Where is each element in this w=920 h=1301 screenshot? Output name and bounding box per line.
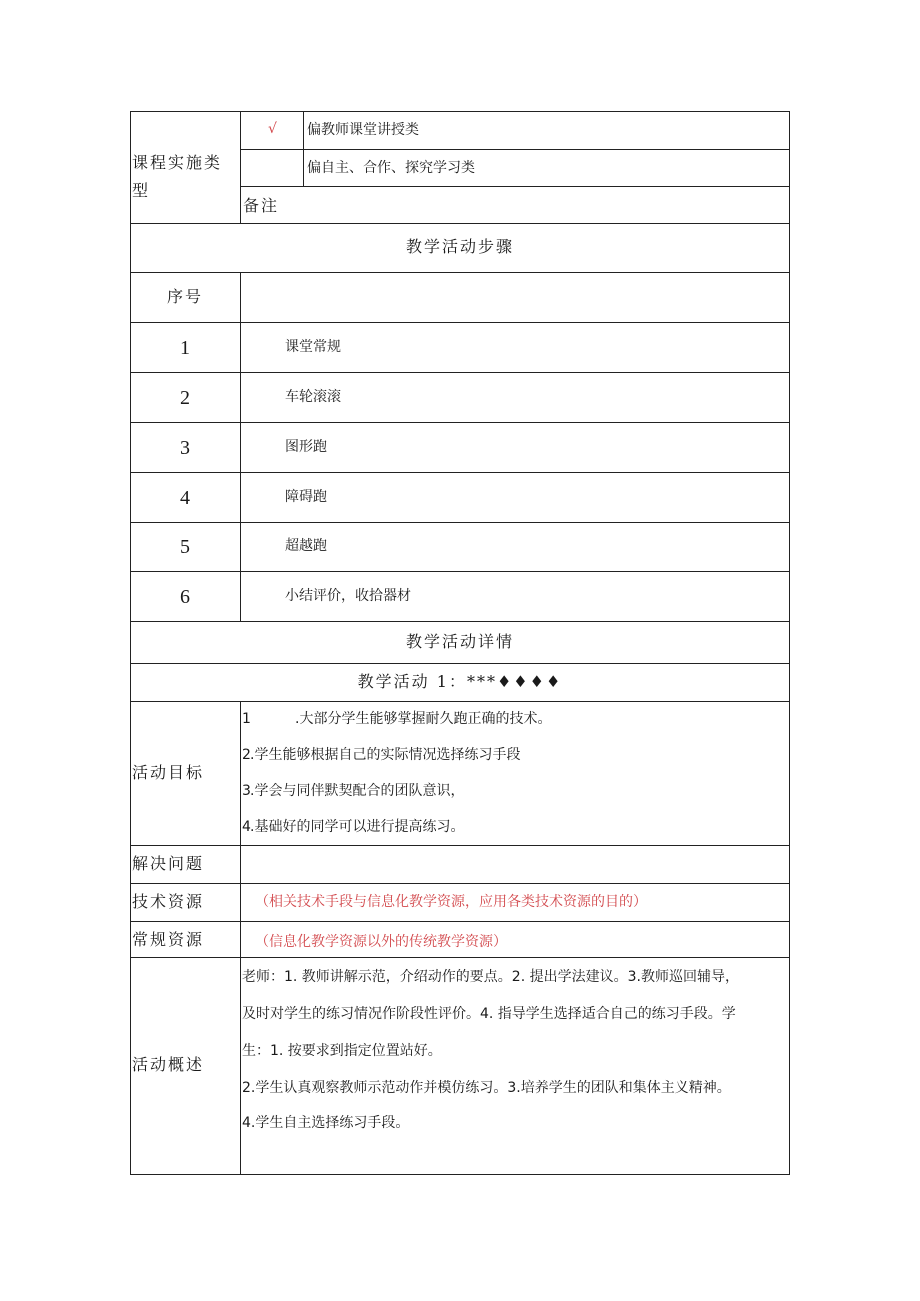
option-lecture: 偏教师课堂讲授类	[307, 122, 419, 138]
step-name: 图形跑	[285, 439, 327, 455]
column-line	[303, 111, 304, 186]
overview-line: 及时对学生的练习情况作阶段性评价。4. 指导学生选择适合自己的练习手段。学	[242, 1006, 736, 1022]
row-line	[130, 571, 790, 572]
objective-text: .学会与同伴默契配合的团队意识，	[250, 783, 465, 799]
step-number: 1	[180, 337, 190, 359]
activity-title: 教学活动 1：***♦♦♦♦	[357, 672, 563, 691]
regular-resources-hint: （信息化教学资源以外的传统教学资源）	[255, 934, 507, 950]
row-line	[240, 149, 790, 150]
tech-resources-label: 技术资源	[132, 892, 205, 911]
step-number: 2	[180, 387, 190, 409]
tech-resources-hint: （相关技术手段与信息化教学资源，应用各类技术资源的目的）	[255, 894, 647, 910]
overview-line: 2.学生认真观察教师示范动作并模仿练习。3.培养学生的团队和集体主义精神。	[242, 1080, 731, 1096]
row-line	[130, 883, 790, 884]
row-line	[130, 957, 790, 958]
step-name: 障碍跑	[285, 489, 327, 505]
overview-line: 生：1. 按要求到指定位置站好。	[242, 1043, 442, 1059]
index-header: 序号	[166, 287, 203, 306]
objective-number: 2	[242, 747, 251, 763]
row-line	[130, 372, 790, 373]
details-heading: 教学活动详情	[405, 632, 514, 651]
step-name: 超越跑	[285, 538, 327, 554]
objective-number: 4	[242, 819, 251, 835]
step-name: 小结评价，收拾器材	[285, 588, 411, 604]
check-mark: √	[268, 121, 277, 137]
step-name: 课堂常规	[285, 339, 341, 355]
step-number: 3	[180, 437, 190, 459]
row-line	[130, 422, 790, 423]
column-line	[240, 111, 241, 223]
problem-label: 解决问题	[132, 854, 205, 873]
remark-label: 备注	[243, 196, 280, 215]
column-line	[240, 701, 241, 1175]
step-number: 5	[180, 536, 190, 558]
overview-line: 4.学生自主选择练习手段。	[242, 1115, 410, 1131]
objective-text: .学生能够根据自己的实际情况选择练习手段	[250, 747, 521, 763]
objectives-label: 活动目标	[132, 763, 205, 782]
row-line	[130, 621, 790, 622]
row-line	[240, 186, 790, 187]
implementation-type-label: 课程实施类型	[132, 153, 223, 200]
row-line	[130, 322, 790, 323]
row-line	[130, 223, 790, 224]
objective-number: 3	[242, 783, 251, 799]
column-line	[240, 272, 241, 622]
row-line	[130, 472, 790, 473]
table-border-bottom	[130, 1174, 790, 1175]
objective-number: 1	[242, 711, 251, 727]
steps-heading: 教学活动步骤	[405, 237, 514, 256]
objective-text: .基础好的同学可以进行提高练习。	[250, 819, 465, 835]
row-line	[130, 921, 790, 922]
row-line	[130, 845, 790, 846]
row-line	[130, 663, 790, 664]
overview-label: 活动概述	[132, 1055, 205, 1074]
step-number: 6	[180, 586, 190, 608]
row-line	[130, 522, 790, 523]
lesson-plan-table	[130, 111, 790, 1175]
table-border-top	[130, 111, 790, 112]
objective-text: .大部分学生能够掌握耐久跑正确的技术。	[295, 711, 552, 727]
row-line	[130, 272, 790, 273]
option-inquiry: 偏自主、合作、探究学习类	[307, 160, 475, 176]
step-number: 4	[180, 487, 190, 509]
overview-line: 老师：1. 教师讲解示范，介绍动作的要点。2. 提出学法建议。3.教师巡回辅导，	[242, 969, 739, 985]
step-name: 车轮滚滚	[285, 389, 341, 405]
row-line	[130, 701, 790, 702]
regular-resources-label: 常规资源	[132, 930, 205, 949]
